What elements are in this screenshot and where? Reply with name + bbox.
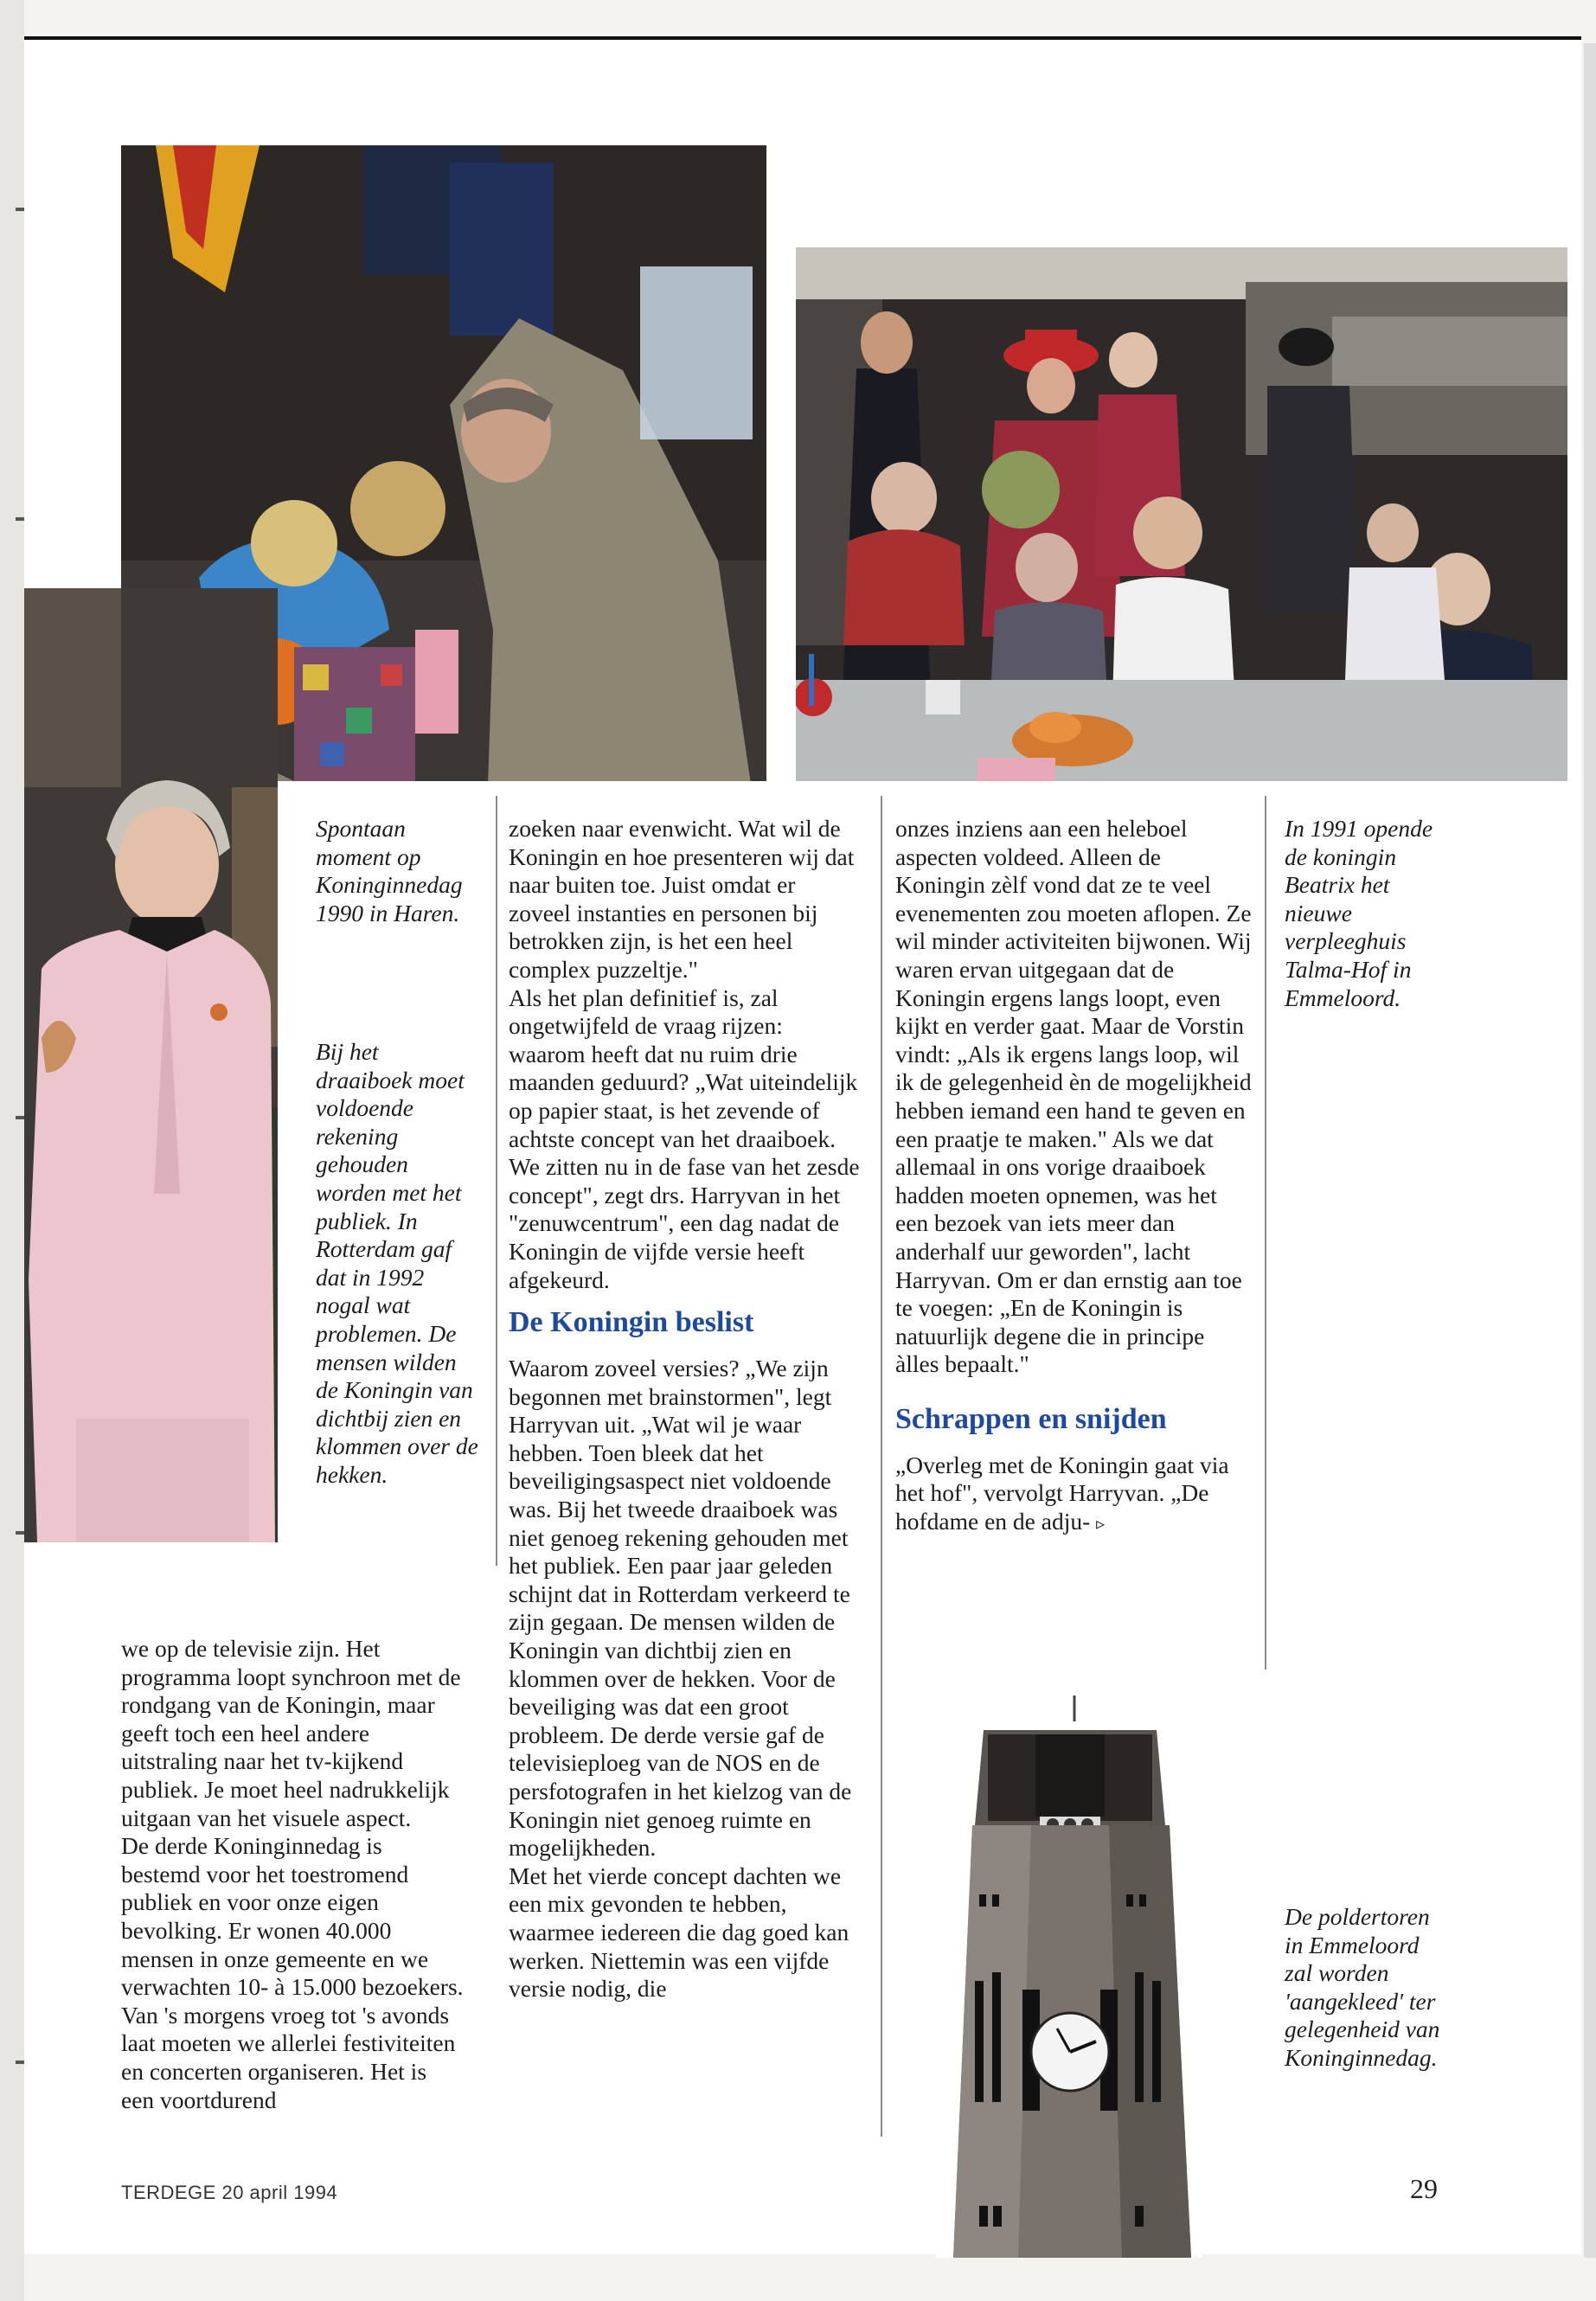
paragraph — [895, 1452, 1252, 1539]
page-number: 29 — [1410, 2173, 1438, 2204]
photo-poldertoren-emmeloord — [936, 1695, 1202, 2258]
paragraph: onzes inziens aan een heleboel aspecten voldeed. Alleen de Koningin zèlf vond dat ze te veel evenementen zou moeten aflopen. Ze wil minder activiteiten bijwonen. Wij waren ervan uitgegaan dat de Koningin ergens langs loopt, even kijkt en verder gaat. Maar de Vorstin vindt: „Als ik ergens langs loop, wil ik de gelegenheid èn de mogelijkheid hebben iemand een hand te geven en een praatje te maken." Als we dat allemaal in ons vorige draaiboek hadden moeten opnemen, was het een bezoek van iets meer dan anderhalf uur geworden", lacht Harryvan. Om er dan ernstig aan toe te voegen: „En de Koningin is natuurlijk degene die in principe àlles bepaalt." — [895, 815, 1252, 1378]
section-heading: Schrappen en snijden — [895, 1402, 1167, 1435]
article-column-3 — [895, 815, 1252, 1539]
continue-arrow-icon: ▹ — [1096, 1515, 1106, 1535]
paragraph: we op de televisie zijn. Het programma loopt synchroon met de rondgang van de Koningin, maar geeft toch een heel andere uitstraling naar het tv-kijkend publiek. Je moet heel nadrukkelijk uitgaan van het visuele aspect. — [121, 1635, 461, 1831]
paragraph: Als het plan definitief is, zal ongetwijfeld de vraag rijzen: waarom heeft dat nu ruim drie maanden geduurd? „Wat uiteindelijk op papier staat, is het zevende of achtste concept van het draaiboek. We zitten nu in de fase van het zesde concept", zegt drs. Harryvan in het "zenuwcentrum", een dag nadat de Koningin de vijfde versie heeft afgekeurd. — [509, 984, 860, 1293]
caption-text: De poldertoren in Emmeloord zal worden 'aangekleed' ter gelegenheid van Koninginnedag. — [1285, 1903, 1440, 2071]
caption-text: Spontaan moment op Koninginnedag 1990 in Haren. — [316, 815, 463, 926]
column-rule — [1265, 796, 1266, 1670]
paragraph: De derde Koninginnedag is bestemd voor het toestromend publiek en voor onze eigen bevolking. Er wonen 40.000 mensen in onze gemeente en we verwachten 10- à 15.000 bezoekers. Van 's morgens vroeg tot 's avonds laat moeten we allerlei festiviteiten en concerten organiseren. Het is een voortdurend — [121, 1832, 464, 2113]
publication-footer: TERDEGE 20 april 1994 — [121, 2182, 338, 2203]
column-rule — [881, 796, 882, 2137]
caption-photo-1 — [316, 815, 480, 927]
paragraph: zoeken naar evenwicht. Wat wil de Koningin en hoe presenteren wij dat naar buiten toe. Juist omdat er zoveel instanties en personen bij betrokken zijn, is het een heel complex puzzeltje." — [509, 815, 855, 983]
caption-text: Bij het draaiboek moet voldoende rekening gehouden worden met het publiek. In Rotterdam gaf dat in 1992 nogal wat problemen. De mensen wilden de Koningin van dichtbij zien en klommen over de hekken. — [316, 1038, 478, 1488]
article-column-1 — [121, 1635, 465, 2114]
article-column-2 — [509, 815, 863, 2003]
section-heading: De Koningin beslist — [509, 1306, 754, 1339]
caption-tower-photo — [1285, 1903, 1449, 2073]
paragraph: Met het vierde concept dachten we een mix gevonden te hebben, waarmee iedereen die dag goed kan werken. Niettemin was een vijfde versie nodig, die — [509, 1862, 849, 2003]
paragraph: Waarom zoveel versies? „We zijn begonnen met brainstormen", legt Harryvan uit. „Wat wil je waar hebben. Toen bleek dat het beveiligingsaspect niet voldoende was. Bij het tweede draaiboek was niet genoeg rekening gehouden met het publiek. Een paar jaar geleden schijnt dat in Rotterdam verkeerd te zijn gegaan. De mensen wilden de Koningin van dichtbij zien en klommen over de hekken. Voor de beveiliging was dat een groot probleem. De derde versie gaf de televisieploeg van de NOS en de persfotografen in het kielzog van de Koningin niet genoeg ruimte en mogelijkheden. — [509, 1355, 852, 1862]
paragraph-text: „Overleg met de Koningin gaat via het hof", vervolgt Harryvan. „De hofdame en de adju- — [895, 1451, 1229, 1535]
binder-strip — [0, 0, 24, 2301]
column-rule — [496, 796, 497, 1566]
photo-queen-beatrix-nursing-home — [796, 247, 1567, 781]
page-edge — [1584, 43, 1596, 2258]
caption-photo-3 — [1285, 815, 1449, 1012]
photo-queen-in-pink — [24, 588, 278, 1542]
caption-photo-2 — [316, 1038, 480, 1490]
caption-text: In 1991 opende de koningin Beatrix het nieuwe verpleeghuis Talma-Hof in Emmeloord. — [1285, 815, 1433, 1011]
